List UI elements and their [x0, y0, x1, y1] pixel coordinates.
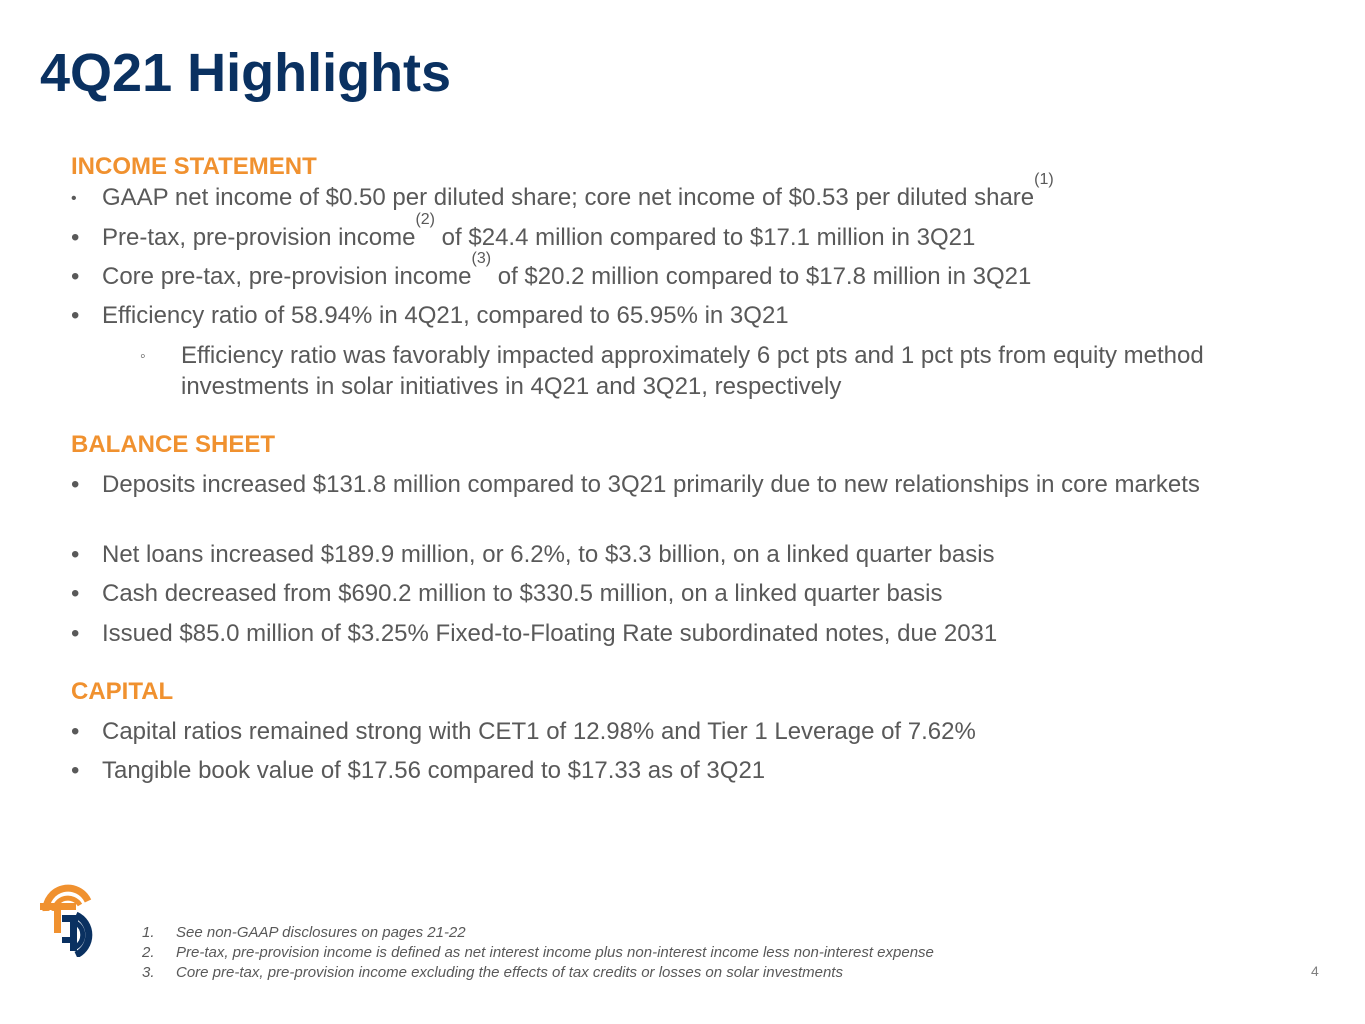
bullet-marker: • — [71, 224, 80, 251]
section-heading-income-statement: INCOME STATEMENT — [71, 153, 317, 180]
bullet-text: Net loans increased $189.9 million, or 6.2%, to $3.3 billion, on a linked quarter basis — [102, 541, 995, 568]
income-bullet-efficiency — [71, 300, 1281, 331]
section-heading-capital: CAPITAL — [71, 678, 174, 705]
balance-bullet-net-loans — [71, 539, 1281, 570]
bullet-marker: • — [71, 580, 80, 607]
footnote-ref: (1) — [1034, 171, 1054, 188]
footnote-3: 3. Core pre-tax, pre-provision income excluding the effects of tax credits or losses on solar investments — [142, 964, 843, 981]
bullet-marker: • — [71, 302, 80, 329]
section-heading-balance-sheet: BALANCE SHEET — [71, 431, 276, 458]
page-number: 4 — [1311, 963, 1319, 979]
bullet-marker: • — [71, 541, 80, 568]
bullet-text: Capital ratios remained strong with CET1 of 12.98% and Tier 1 Leverage of 7.62% — [102, 718, 976, 745]
bullet-text: Tangible book value of $17.56 compared to $17.33 as of 3Q21 — [102, 757, 766, 784]
footnote-ref: (2) — [415, 211, 436, 228]
balance-bullet-notes — [71, 618, 1281, 649]
capital-bullet-ratios — [71, 716, 1281, 747]
bullet-text: Issued $85.0 million of $3.25% Fixed-to-Floating Rate subordinated notes, due 2031 — [102, 620, 998, 647]
bullet-text: Cash decreased from $690.2 million to $330.5 million, on a linked quarter basis — [102, 580, 943, 607]
bullet-marker: • — [71, 190, 77, 207]
footnotes — [142, 923, 1142, 983]
balance-bullet-deposits — [71, 469, 1281, 500]
footnote-ref: (3) — [471, 250, 492, 267]
bullet-marker: • — [71, 718, 80, 745]
capital-bullet-book-value — [71, 755, 1281, 786]
bullet-marker: • — [71, 263, 80, 290]
bullet-text: GAAP net income of $0.50 per diluted share; core net income of $0.53 per diluted share — [102, 184, 1035, 211]
bullet-text-continued: of $24.4 million compared to $17.1 million in 3Q21 — [435, 224, 976, 251]
company-logo-icon — [36, 873, 120, 957]
footnote-2: 2. Pre-tax, pre-provision income is defined as net interest income plus non-interest income less non-interest expense — [142, 944, 934, 961]
bullet-marker: • — [71, 757, 80, 784]
income-bullet-core-pre-tax — [71, 250, 1281, 292]
sub-bullet-marker: ◦ — [140, 348, 146, 365]
bullet-text: Pre-tax, pre-provision income — [102, 224, 416, 251]
page-title: 4Q21 Highlights — [40, 43, 452, 103]
bullet-text: Efficiency ratio was favorably impacted approximately 6 pct pts and 1 pct pts from equity method investments in solar initiatives in 4Q21 and 3Q21, respectively — [181, 342, 1204, 400]
footnote-1: 1. See non-GAAP disclosures on pages 21-22 — [142, 924, 466, 941]
income-bullet-gaap — [71, 171, 1281, 213]
bullet-text-continued: of $20.2 million compared to $17.8 million in 3Q21 — [491, 263, 1032, 290]
bullet-text: Deposits increased $131.8 million compared to 3Q21 primarily due to new relationships in core markets — [102, 471, 1200, 498]
income-bullet-pre-tax — [71, 211, 1281, 253]
bullet-text: Core pre-tax, pre-provision income — [102, 263, 472, 290]
income-sub-bullet-efficiency — [140, 340, 1280, 402]
bullet-marker: • — [71, 620, 80, 647]
bullet-text: Efficiency ratio of 58.94% in 4Q21, compared to 65.95% in 3Q21 — [102, 302, 789, 329]
balance-bullet-cash — [71, 578, 1281, 609]
bullet-marker: • — [71, 471, 80, 498]
